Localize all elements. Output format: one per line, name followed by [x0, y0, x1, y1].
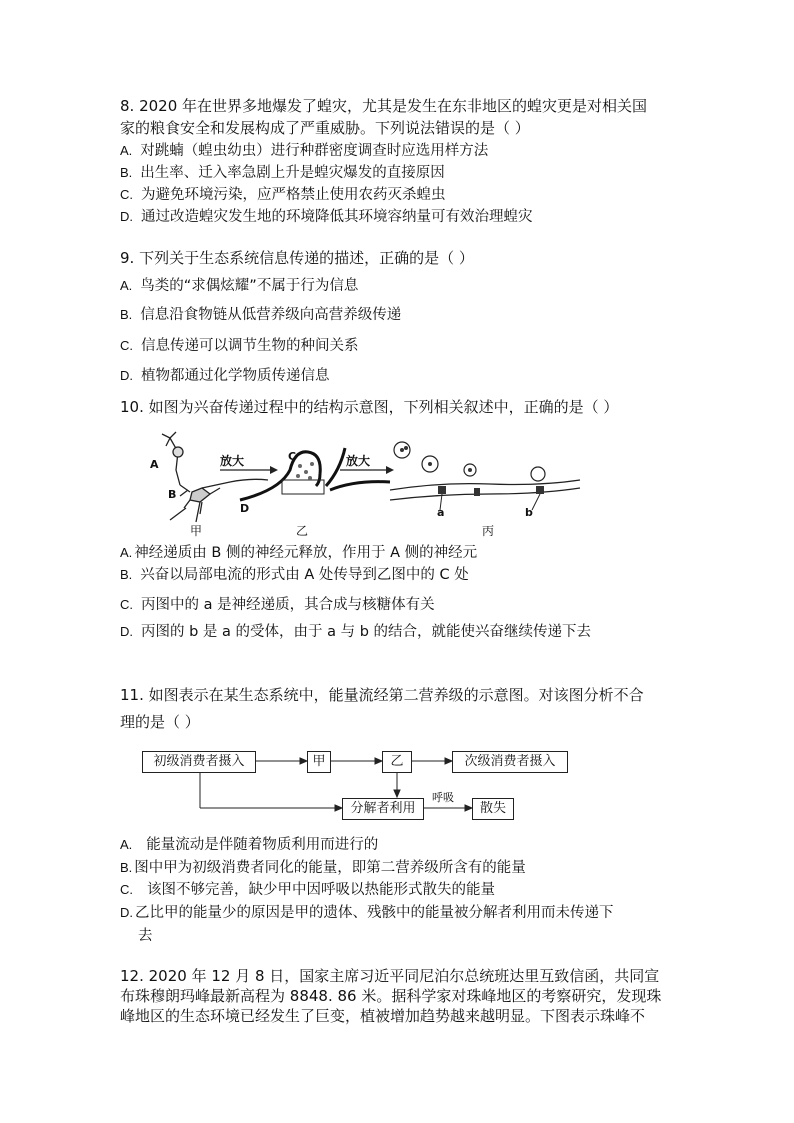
q8-option-a: A. 对跳蝻（蝗虫幼虫）进行种群密度调查时应选用样方法	[120, 143, 489, 159]
label-D: D	[240, 502, 250, 515]
q9-option-c: C. 信息传递可以调节生物的种间关系	[120, 338, 359, 354]
q11-stem-line2: 理的是（ ）	[120, 713, 200, 731]
q11-energy-diagram	[140, 745, 580, 825]
q9-option-d: D. 植物都通过化学物质传递信息	[120, 368, 330, 384]
q9-stem: 9. 下列关于生态系统信息传递的描述，正确的是（ ）	[120, 249, 474, 267]
box-yi: 乙	[382, 751, 412, 773]
q12-line1: 12. 2020 年 12 月 8 日，国家主席习近平同尼泊尔总统班达里互致信函，共同宣	[120, 967, 660, 985]
label-A: A	[150, 458, 159, 471]
q8-stem-line2: 家的粮食安全和发展构成了严重威胁。下列说法错误的是（ ）	[120, 119, 530, 137]
q10-stem: 10. 如图为兴奋传递过程中的结构示意图，下列相关叙述中，正确的是（ ）	[120, 398, 619, 416]
q11-option-b: B. 图中甲为初级消费者同化的能量，即第二营养级所含有的能量	[120, 860, 526, 876]
box-dissipation: 散失	[472, 798, 514, 820]
q8-option-b: B. 出生率、迁入率急剧上升是蝗灾爆发的直接原因	[120, 165, 445, 181]
neuron-synapse-diagram	[140, 430, 600, 540]
q10-option-b: B. 兴奋以局部电流的形式由 A 处传导到乙图中的 C 处	[120, 567, 469, 583]
q8-option-d: D. 通过改造蝗灾发生地的环境降低其环境容纳量可有效治理蝗灾	[120, 209, 533, 225]
box-secondary-intake: 次级消费者摄入	[452, 751, 568, 773]
neuron-panel-jia	[162, 432, 268, 522]
pointer-b	[532, 494, 540, 510]
q10-option-c: C. 丙图中的 a 是神经递质，其合成与核糖体有关	[120, 597, 435, 613]
q10-option-a: A. 神经递质由 B 侧的神经元释放，作用于 A 侧的神经元	[120, 545, 478, 561]
q8-option-c: C. 为避免环境污染，应严格禁止使用农药灭杀蝗虫	[120, 187, 446, 203]
arrow-label-2: 放大	[346, 454, 371, 468]
arrow-label-1: 放大	[220, 454, 245, 468]
label-a: a	[437, 506, 445, 519]
receptors-bing	[400, 446, 544, 496]
q11-stem-line1: 11. 如图表示在某生态系统中，能量流经第二营养级的示意图。对该图分析不合	[120, 686, 644, 704]
q11-option-a: A. 能量流动是伴随着物质利用而进行的	[120, 837, 379, 853]
caption-jia: 甲	[190, 524, 203, 538]
box-decomposer: 分解者利用	[342, 798, 424, 820]
label-b: b	[525, 506, 533, 519]
caption-yi: 乙	[296, 524, 309, 538]
q10-figure	[140, 430, 600, 540]
label-C: C	[288, 450, 297, 463]
q12-line3: 峰地区的生态环境已经发生了巨变，植被增加趋势越来越明显。下图表示珠峰不	[120, 1007, 646, 1025]
q11-option-c: C. 该图不够完善，缺少甲中因呼吸以热能形式散失的能量	[120, 882, 495, 898]
label-B: B	[168, 488, 177, 501]
edge-label-respiration: 呼吸	[432, 791, 454, 804]
box-primary-intake: 初级消费者摄入	[142, 751, 256, 773]
q11-option-d: D. 乙比甲的能量少的原因是甲的遗体、残骸中的能量被分解者利用而未传递下	[120, 905, 614, 921]
q10-option-d: D. 丙图的 b 是 a 的受体，由于 a 与 b 的结合，就能使兴奋继续传递下去	[120, 624, 592, 640]
q12-line2: 布珠穆朗玛峰最新高程为 8848. 86 米。据科学家对珠峰地区的考察研究，发现珠	[120, 987, 662, 1005]
q9-option-a: A. 鸟类的“求偶炫耀”不属于行为信息	[120, 278, 359, 294]
q8-stem-line1: 8. 2020 年在世界多地爆发了蝗灾，尤其是发生在东非地区的蝗灾更是对相关国	[120, 97, 648, 115]
box-jia: 甲	[307, 751, 331, 773]
caption-bing: 丙	[482, 524, 495, 538]
vesicles-yi	[296, 462, 314, 480]
cleft-panel-bing	[390, 442, 580, 500]
q11-option-d-cont: 去	[138, 928, 153, 944]
q9-option-b: B. 信息沿食物链从低营养级向高营养级传递	[120, 307, 402, 323]
